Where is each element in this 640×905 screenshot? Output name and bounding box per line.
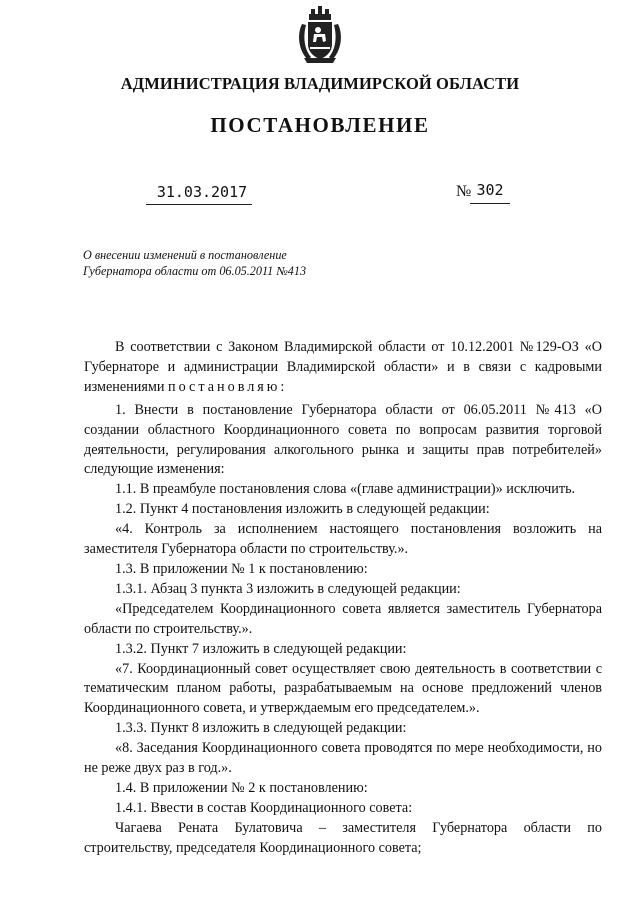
intro-text: В соответствии с Законом Владимирской области от 10.12.2001 №129-ОЗ «О Губернаторе и администрации Владимирской области» и в связи с кадровыми изменениями (84, 339, 602, 395)
intro-paragraph (84, 338, 602, 398)
document-type-title: ПОСТАНОВЛЕНИЕ (210, 113, 430, 137)
body-paragraph: 1.3.1. Абзац 3 пункта 3 изложить в следующей редакции: (115, 580, 461, 597)
body-paragraph: 1.1. В преамбуле постановления слова «(главе администрации)» исключить. (115, 481, 576, 498)
document-number: 302 (476, 181, 504, 199)
document-date: 31.03.2017 (156, 183, 248, 201)
document-subject (83, 247, 383, 279)
decree-word: постановляю: (168, 378, 288, 395)
body-paragraph: 1.3.2. Пункт 7 изложить в следующей редакции: (115, 640, 407, 657)
coat-of-arms-icon (296, 6, 344, 64)
body-paragraph: 1.3. В приложении № 1 к постановлению: (115, 560, 368, 577)
body-paragraph: «8. Заседания Координационного совета проводятся по мере необходимости, но не реже двух раз в год.». (84, 740, 602, 777)
body-paragraph: 1.4. В приложении № 2 к постановлению: (115, 779, 368, 796)
number-underline (470, 203, 510, 204)
body-paragraph: 1.2. Пункт 4 постановления изложить в следующей редакции: (115, 501, 490, 518)
subject-line: О внесении изменений в постановление (83, 248, 287, 262)
body-paragraph: 1.3.3. Пункт 8 изложить в следующей редакции: (115, 720, 407, 737)
body-paragraph: Чагаева Рената Булатовича – заместителя Губернатора области по строительству, председателя Координационного совета; (84, 819, 602, 856)
organization-name: АДМИНИСТРАЦИЯ ВЛАДИМИРСКОЙ ОБЛАСТИ (120, 74, 520, 93)
subject-line: Губернатора области от 06.05.2011 №413 (83, 264, 307, 278)
body-paragraph: «4. Контроль за исполнением настоящего постановления возложить на заместителя Губернатора области по строительству.». (84, 521, 602, 558)
body-paragraph: 1. Внести в постановление Губернатора области от 06.05.2011 №413 «О создании областного Координационного совета по вопросам развития торговой деятельности, регулирования алкогольного рынка и защиты прав потребителей» следующие изменения: (84, 401, 602, 478)
body-paragraph: 1.4.1. Ввести в состав Координационного совета: (115, 799, 413, 816)
body-paragraph: «7. Координационный совет осуществляет свою деятельность в соответствии с тематическим планом работы, разрабатываемым на основе предложений членов Координационного совета, и утверждаемым его председателем.». (84, 660, 602, 717)
number-sign: № (456, 183, 472, 200)
date-underline (146, 204, 252, 205)
document-body (84, 338, 602, 859)
body-paragraph: «Председателем Координационного совета является заместитель Губернатора области по строительству.». (84, 600, 602, 637)
